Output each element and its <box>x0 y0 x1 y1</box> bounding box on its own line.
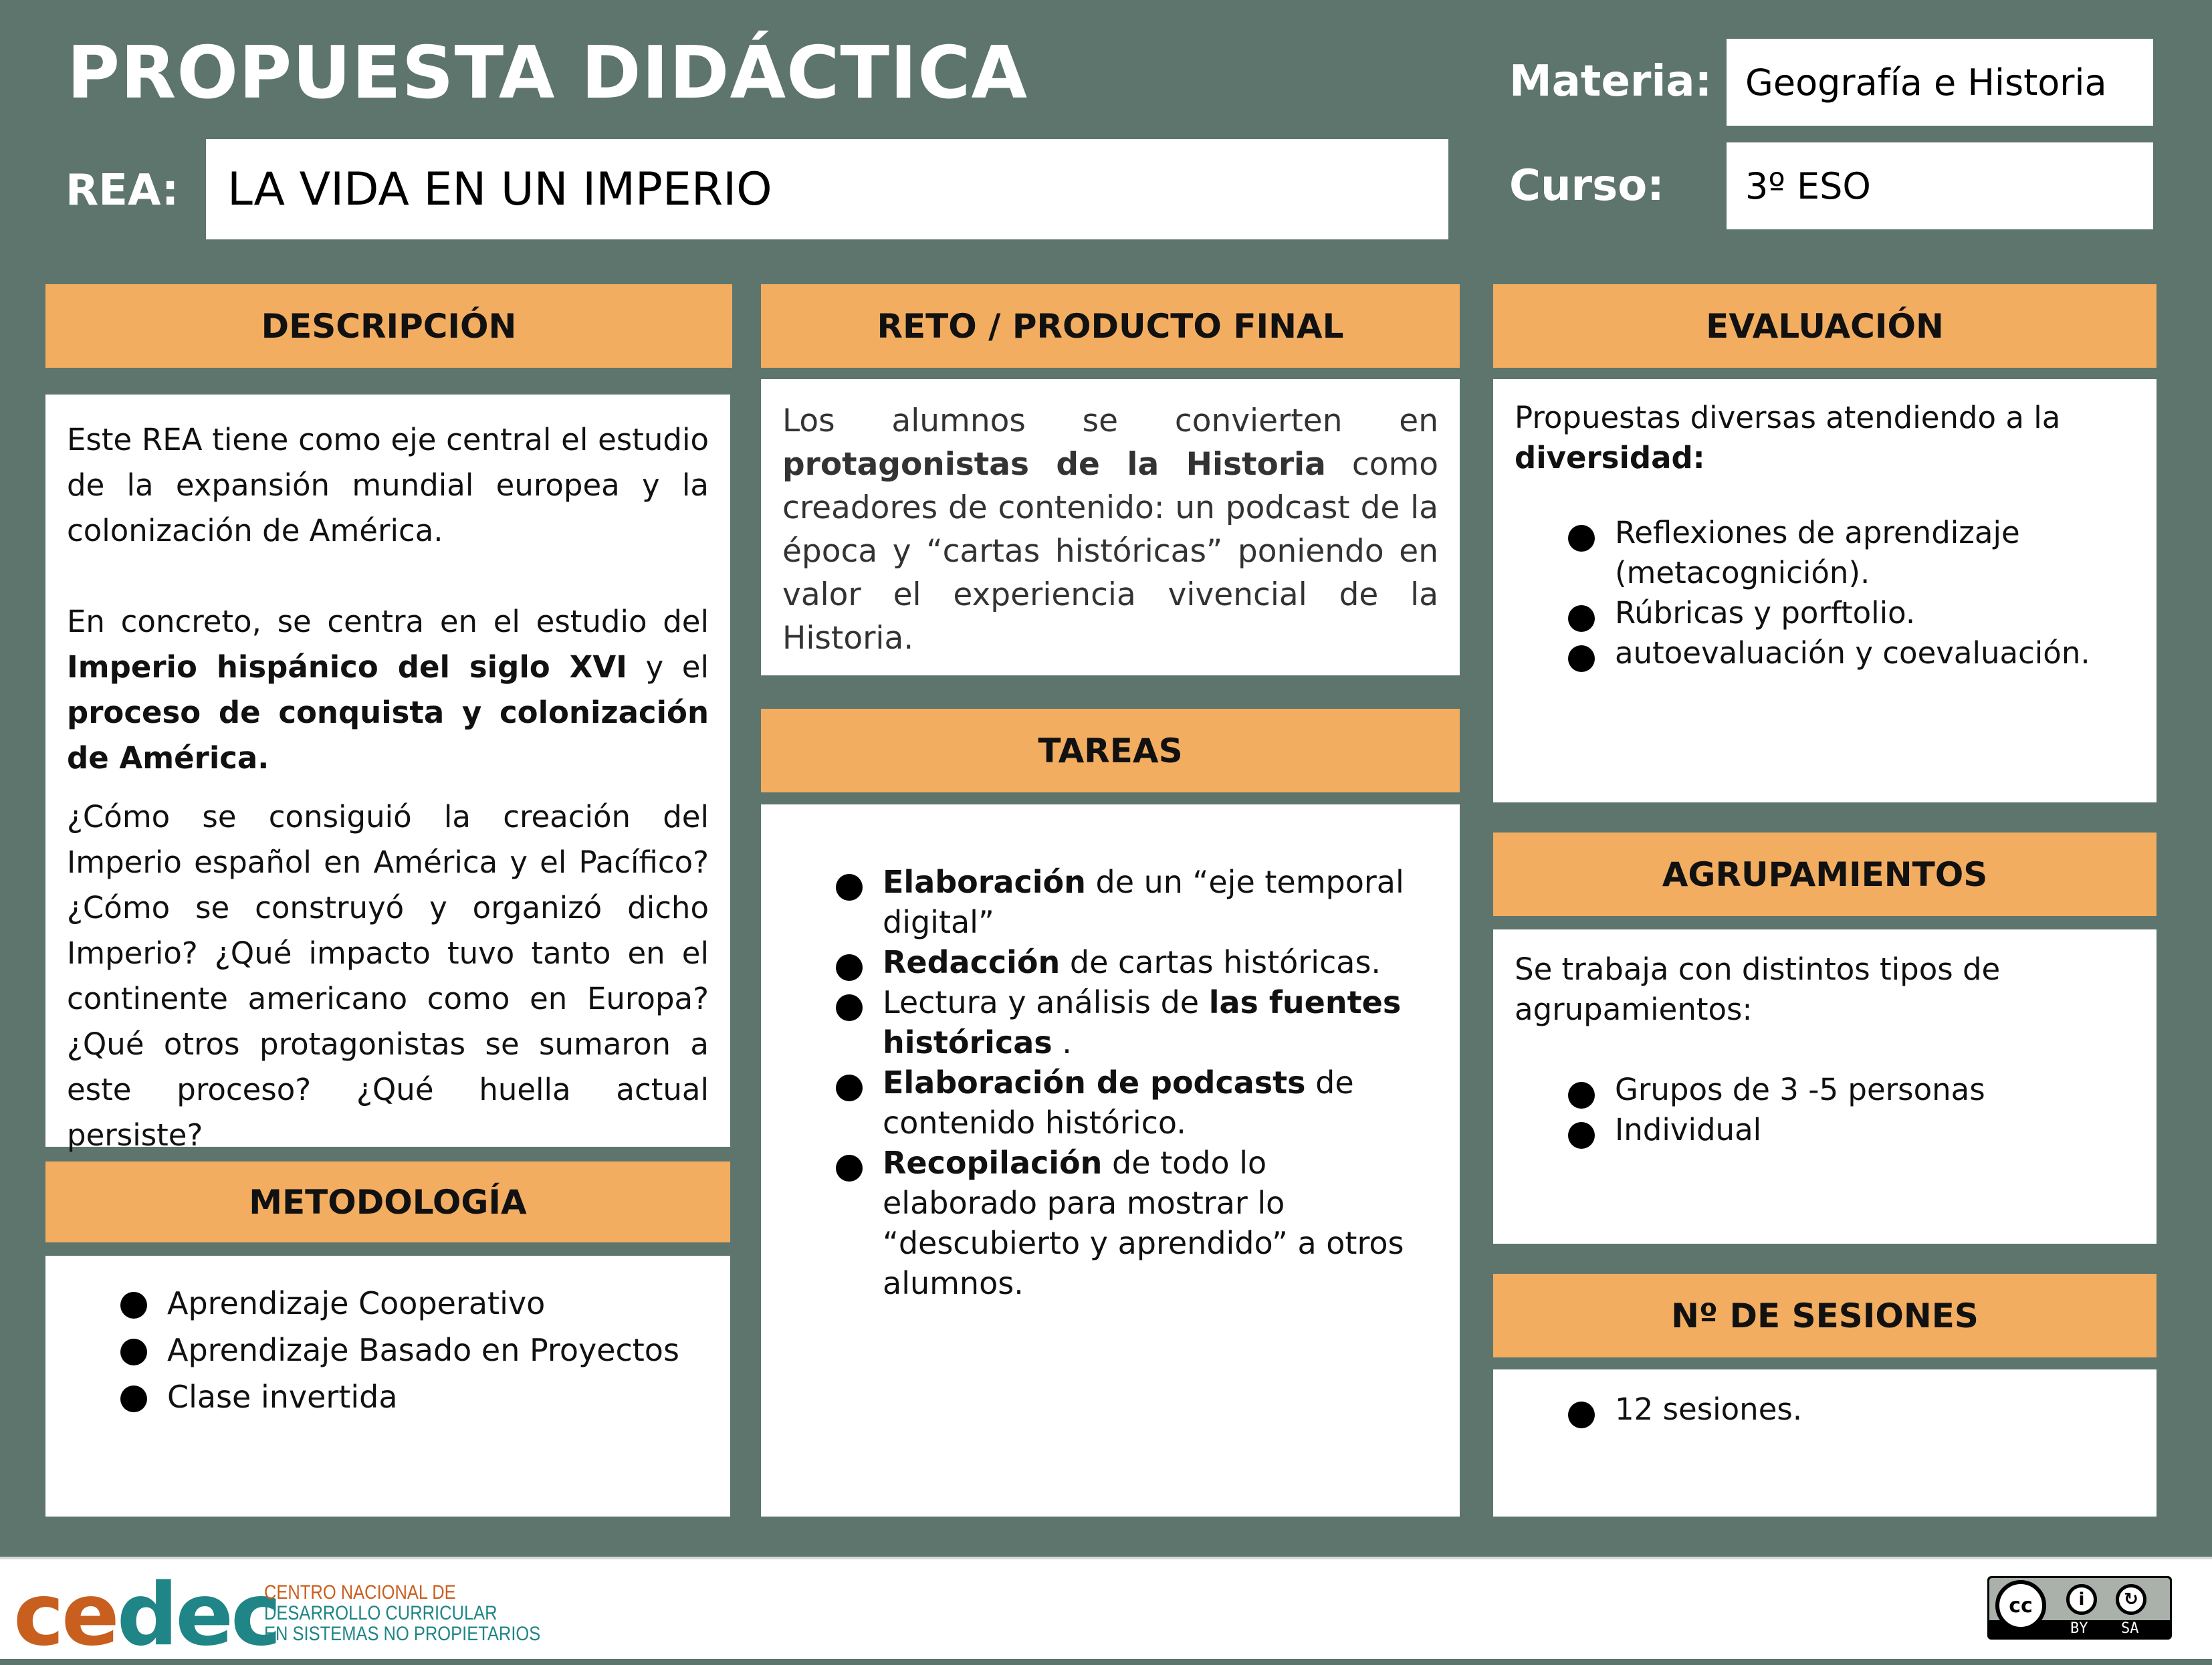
bullet-icon <box>120 1339 147 1365</box>
list-item-text: Aprendizaje Cooperativo <box>167 1285 546 1321</box>
bullet-icon <box>1568 525 1595 552</box>
cedec-logo-ce: ce <box>13 1565 117 1665</box>
evaluacion-intro-bold: diversidad: <box>1515 440 1705 475</box>
agrupamientos-intro: Se trabaja con distintos tipos de agrupamientos: <box>1515 952 2001 1027</box>
task-bold: Redacción <box>883 944 1061 980</box>
agrupamientos-header: AGRUPAMIENTOS <box>1493 832 2156 916</box>
cc-by-sa-license-badge[interactable] <box>1987 1576 2172 1640</box>
by-label: BY <box>2070 1620 2088 1637</box>
cedec-logo <box>13 1565 279 1665</box>
rea-label: REA: <box>66 166 179 215</box>
list-item <box>782 1143 1418 1303</box>
bullet-icon <box>120 1292 147 1319</box>
list-item <box>1515 1070 2135 1110</box>
descripcion-bold-proceso: proceso de conquista y colonización de América. <box>67 695 709 776</box>
cedec-logo-dec: dec <box>116 1565 279 1665</box>
list-item <box>1515 1110 2135 1150</box>
bullet-icon <box>836 1155 863 1182</box>
metodologia-box <box>45 1256 730 1517</box>
list-item <box>1515 593 2135 633</box>
descripcion-paragraph-2 <box>67 599 709 781</box>
evaluacion-header: EVALUACIÓN <box>1493 284 2156 368</box>
metodologia-header: METODOLOGÍA <box>45 1161 730 1242</box>
list-item-text: 12 sesiones. <box>1615 1392 1803 1427</box>
list-item-text: Grupos de 3 -5 personas <box>1615 1072 1985 1107</box>
task-bold: las fuentes históricas <box>883 984 1402 1061</box>
page-title: PROPUESTA DIDÁCTICA <box>67 31 1028 115</box>
materia-field: Geografía e Historia <box>1727 39 2153 126</box>
bullet-icon <box>1568 605 1595 632</box>
agrupamientos-list <box>1515 1070 2135 1150</box>
list-item <box>782 1063 1418 1143</box>
bullet-icon <box>836 874 863 901</box>
descripcion-header: DESCRIPCIÓN <box>45 284 732 368</box>
tareas-list <box>782 862 1438 1303</box>
list-item-text: Individual <box>1615 1112 1762 1147</box>
descripcion-paragraph-3: ¿Cómo se consiguió la creación del Imperio español en América y el Pacífico? ¿Cómo se construyó y organizó dicho Imperio? ¿Qué impacto tuvo tanto en el continente americano como en Europa? ¿Qué otros protagonistas se sumaron a este proceso? ¿Qué huella actual persiste? <box>67 799 709 1153</box>
task-text: de todo lo elaborado para mostrar lo “descubierto y aprendido” a otros alumnos. <box>883 1145 1404 1301</box>
descripcion-text: y el <box>627 649 709 685</box>
descripcion-box <box>45 395 730 1153</box>
list-item <box>1515 633 2135 673</box>
curso-field: 3º ESO <box>1727 142 2153 229</box>
list-item <box>67 1280 709 1327</box>
evaluacion-box <box>1493 379 2156 802</box>
evaluacion-list <box>1515 513 2135 673</box>
list-item-text: Rúbricas y porftolio. <box>1615 595 1916 631</box>
list-item <box>67 1373 709 1420</box>
task-text: . <box>1052 1024 1072 1061</box>
bullet-icon <box>1568 1082 1595 1109</box>
task-bold: Elaboración <box>883 864 1086 900</box>
task-bold: Recopilación <box>883 1145 1103 1181</box>
list-item-text: Clase invertida <box>167 1379 398 1415</box>
bullet-icon <box>836 994 863 1021</box>
sa-label: SA <box>2121 1620 2139 1637</box>
bullet-icon <box>836 1075 863 1101</box>
reto-bold-protagonistas: protagonistas de la Historia <box>782 446 1326 483</box>
agrupamientos-box <box>1493 929 2156 1244</box>
reto-box <box>761 379 1460 675</box>
list-item-text: autoevaluación y coevaluación. <box>1615 635 2090 671</box>
task-text: de cartas históricas. <box>1060 944 1381 980</box>
cedec-org-line-3: EN SISTEMAS NO PROPIETARIOS <box>264 1623 541 1645</box>
bullet-icon <box>1568 645 1595 672</box>
share-alike-icon: ↻ <box>2116 1584 2146 1615</box>
tareas-box <box>761 804 1460 1517</box>
cedec-org-line-2: DESARROLLO CURRICULAR <box>264 1602 497 1624</box>
list-item <box>67 1327 709 1373</box>
metodologia-list <box>67 1280 709 1420</box>
creative-commons-icon: cc <box>1995 1580 2046 1631</box>
task-bold: Elaboración de podcasts <box>883 1065 1306 1101</box>
cedec-org-name <box>264 1582 540 1644</box>
descripcion-text: En concreto, se centra en el estudio del <box>67 604 709 639</box>
bullet-icon <box>1568 1122 1595 1149</box>
reto-header: RETO / PRODUCTO FINAL <box>761 284 1460 368</box>
task-text: de contenido histórico. <box>883 1065 1354 1141</box>
sesiones-list <box>1515 1390 2135 1430</box>
evaluacion-intro-text: Propuestas diversas atendiendo a la <box>1515 400 2061 435</box>
list-item <box>782 982 1418 1063</box>
list-item <box>782 942 1418 982</box>
list-item <box>1515 1390 2135 1430</box>
list-item-text: Aprendizaje Basado en Proyectos <box>167 1332 679 1368</box>
sesiones-box <box>1493 1369 2156 1517</box>
task-text: de un “eje temporal digital” <box>883 864 1404 940</box>
sesiones-header: Nº DE SESIONES <box>1493 1274 2156 1357</box>
evaluacion-intro <box>1515 398 2135 478</box>
attribution-icon: i <box>2066 1584 2097 1615</box>
bullet-icon <box>1568 1402 1595 1428</box>
cedec-org-line-1: CENTRO NACIONAL DE <box>264 1581 456 1603</box>
tareas-header: TAREAS <box>761 709 1460 792</box>
curso-label: Curso: <box>1509 161 1664 211</box>
materia-label: Materia: <box>1509 57 1712 106</box>
list-item-text: Reflexiones de aprendizaje (metacognición). <box>1615 515 2020 590</box>
descripcion-paragraph-1: Este REA tiene como eje central el estudio de la expansión mundial europea y la colonización de América. <box>67 422 709 548</box>
bullet-icon <box>836 954 863 981</box>
bullet-icon <box>120 1385 147 1412</box>
reto-text: como creadores de contenido: un podcast de la época y “cartas históricas” poniendo en valor el experiencia vivencial de la Historia. <box>782 446 1438 657</box>
task-text: Lectura y análisis de <box>883 984 1209 1020</box>
rea-field: LA VIDA EN UN IMPERIO <box>206 139 1448 239</box>
reto-text: Los alumnos se convierten en <box>782 403 1438 439</box>
descripcion-bold-imperio: Imperio hispánico del siglo XVI <box>67 649 627 685</box>
list-item <box>782 862 1418 942</box>
list-item <box>1515 513 2135 593</box>
